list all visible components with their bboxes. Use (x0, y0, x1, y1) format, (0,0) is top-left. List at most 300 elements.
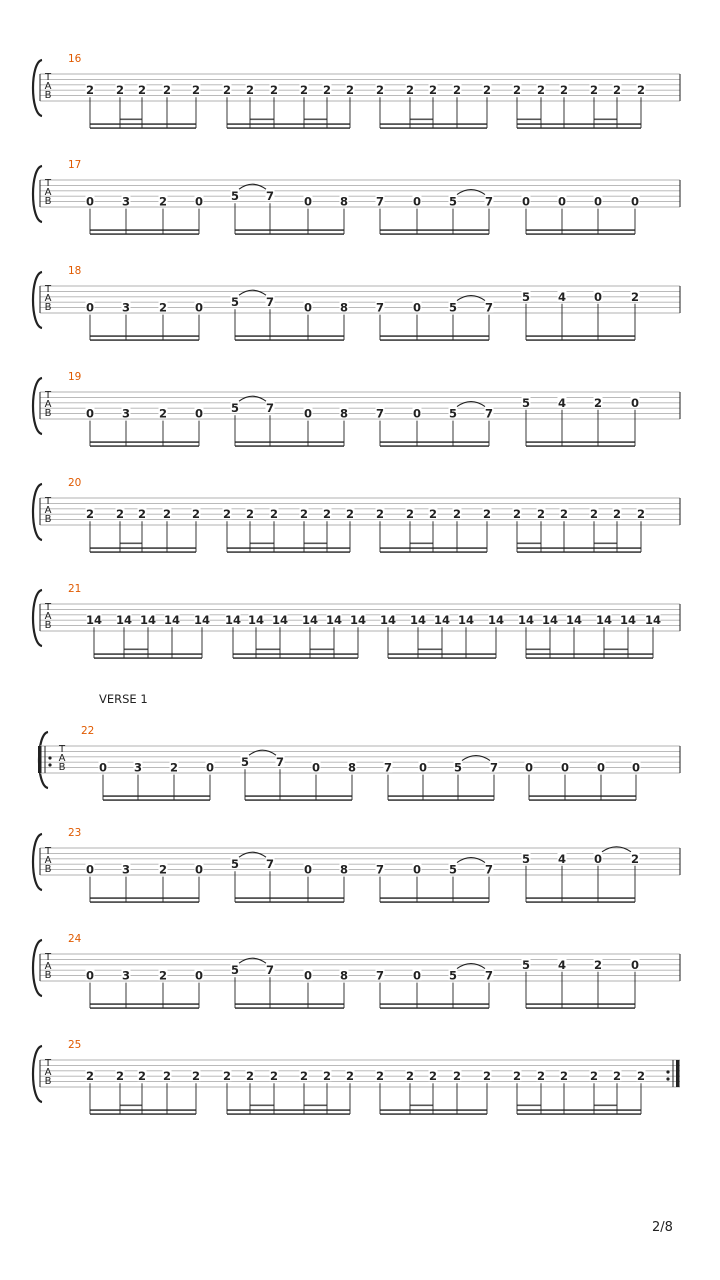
beam (380, 335, 489, 337)
fret-number: 3 (121, 194, 131, 209)
fret-number: 2 (536, 83, 546, 98)
fret-number: 2 (158, 300, 168, 315)
fret-number: 2 (245, 83, 255, 98)
fret-number: 14 (271, 613, 289, 628)
measure-number: 16 (68, 53, 82, 65)
beam (380, 123, 487, 125)
beam-short (124, 649, 148, 651)
tab-clef-letter: B (44, 864, 52, 875)
fret-number: 5 (448, 862, 458, 877)
beam (526, 1007, 635, 1009)
tab-clef-letter: B (58, 762, 66, 773)
beam (90, 547, 196, 549)
tab-system-21 (33, 583, 680, 659)
fret-number: 2 (630, 851, 640, 866)
beam (380, 127, 487, 129)
beam-group (90, 1105, 641, 1116)
tab-clef-letter: B (44, 196, 52, 207)
fret-number: 2 (158, 862, 168, 877)
beam (526, 335, 635, 337)
fret-number: 8 (339, 194, 349, 209)
beam (380, 1109, 487, 1111)
fret-number: 7 (375, 862, 385, 877)
beam-short (517, 1105, 541, 1107)
fret-number: 0 (593, 289, 603, 304)
beam (517, 547, 641, 549)
fret-number: 2 (375, 1069, 385, 1084)
fret-number: 7 (375, 406, 385, 421)
beam (380, 901, 489, 903)
fret-number: 2 (512, 1069, 522, 1084)
tab-clef-letter: A (44, 961, 52, 972)
fret-number: 2 (158, 194, 168, 209)
fret-number: 2 (345, 83, 355, 98)
fret-number: 2 (162, 1069, 172, 1084)
tab-clef-letter: T (44, 602, 52, 613)
beam-short (410, 1105, 433, 1107)
repeat-end-thick-bar (676, 1060, 680, 1087)
tab-clef-letter: B (44, 90, 52, 101)
fret-number: 0 (303, 406, 313, 421)
fret-number: 14 (325, 613, 343, 628)
beam (380, 1113, 487, 1115)
system-bracket (33, 940, 42, 996)
tab-clef-letter: B (44, 970, 52, 981)
beam (517, 551, 641, 553)
tab-clef-letter: T (44, 1058, 52, 1069)
fret-number: 3 (133, 760, 143, 775)
fret-number: 0 (194, 968, 204, 983)
beam (90, 123, 196, 125)
fret-number: 0 (85, 968, 95, 983)
fret-number: 2 (137, 1069, 147, 1084)
beam (90, 445, 199, 447)
fret-number: 5 (521, 395, 531, 410)
fret-number: 2 (245, 1069, 255, 1084)
fret-number: 0 (630, 957, 640, 972)
fret-number: 7 (484, 968, 494, 983)
fret-number: 0 (303, 968, 313, 983)
fret-number: 5 (230, 189, 240, 204)
repeat-dot (48, 756, 51, 759)
fret-number: 0 (524, 760, 534, 775)
fret-number: 14 (163, 613, 181, 628)
fret-number: 5 (230, 963, 240, 978)
fret-number: 3 (121, 968, 131, 983)
fret-number: 5 (521, 957, 531, 972)
beam (90, 1109, 196, 1111)
fret-number: 2 (162, 83, 172, 98)
tab-clef-letter: T (44, 952, 52, 963)
tab-clef-letter: A (44, 399, 52, 410)
beam-short (250, 1105, 274, 1107)
beam (103, 795, 210, 797)
fret-number: 2 (428, 507, 438, 522)
beam (103, 799, 210, 801)
system-bracket (33, 1046, 42, 1102)
beam-short (250, 119, 274, 121)
fret-number: 2 (512, 507, 522, 522)
fret-number: 8 (347, 760, 357, 775)
tab-clef-letter: B (44, 408, 52, 419)
beam (517, 127, 641, 129)
beam-group (94, 649, 653, 660)
system-bracket (33, 166, 42, 222)
tab-clef-letter: T (44, 496, 52, 507)
fret-number: 2 (222, 1069, 232, 1084)
beam-short (120, 543, 142, 545)
fret-number: 4 (557, 851, 567, 866)
beam-short (517, 543, 541, 545)
fret-number: 0 (194, 406, 204, 421)
beam (90, 127, 196, 129)
fret-number: 0 (85, 194, 95, 209)
fret-number: 7 (375, 968, 385, 983)
measure-number: 21 (68, 583, 82, 595)
fret-number: 0 (412, 194, 422, 209)
fret-number: 0 (412, 406, 422, 421)
beam (227, 123, 350, 125)
fret-number: 0 (412, 300, 422, 315)
fret-number: 5 (521, 851, 531, 866)
fret-number: 0 (85, 300, 95, 315)
beam (90, 551, 196, 553)
fret-number: 2 (191, 83, 201, 98)
tab-clef-letter: B (44, 302, 52, 313)
fret-number: 5 (448, 968, 458, 983)
fret-number: 14 (457, 613, 475, 628)
fret-number: 7 (484, 300, 494, 315)
fret-number: 0 (85, 406, 95, 421)
beam-short (594, 1105, 617, 1107)
fret-number: 14 (433, 613, 451, 628)
beam (517, 123, 641, 125)
tab-system-22 (38, 692, 680, 801)
fret-number: 2 (269, 1069, 279, 1084)
beam-short (120, 119, 142, 121)
tab-system-24 (33, 933, 680, 1009)
fret-number: 2 (191, 1069, 201, 1084)
fret-number: 2 (428, 1069, 438, 1084)
beam (235, 339, 344, 341)
beam-group (103, 795, 636, 801)
fret-number: 5 (230, 295, 240, 310)
beam (227, 547, 350, 549)
fret-number: 0 (303, 194, 313, 209)
fret-number: 14 (224, 613, 242, 628)
fret-number: 14 (193, 613, 211, 628)
beam (235, 1003, 344, 1005)
beam (517, 1109, 641, 1111)
fret-number: 14 (409, 613, 427, 628)
fret-number: 0 (412, 862, 422, 877)
fret-number: 14 (379, 613, 397, 628)
fret-number: 0 (596, 760, 606, 775)
system-bracket (33, 60, 42, 116)
fret-number: 7 (265, 295, 275, 310)
tab-clef-letter: T (44, 846, 52, 857)
fret-number: 2 (322, 1069, 332, 1084)
beam (90, 1003, 199, 1005)
tab-clef-letter: A (44, 187, 52, 198)
fret-number: 0 (593, 194, 603, 209)
tab-system-17 (33, 159, 680, 235)
beam (526, 657, 653, 659)
fret-number: 4 (557, 957, 567, 972)
beam (517, 1113, 641, 1115)
tab-clef-letter: A (44, 81, 52, 92)
fret-number: 2 (612, 83, 622, 98)
fret-number: 5 (448, 406, 458, 421)
beam-group (90, 441, 635, 447)
tab-system-20 (33, 477, 680, 553)
fret-number: 4 (557, 395, 567, 410)
beam (526, 901, 635, 903)
beam-short (250, 543, 274, 545)
fret-number: 7 (265, 189, 275, 204)
fret-number: 2 (589, 507, 599, 522)
beam-short (410, 119, 433, 121)
fret-number: 7 (375, 300, 385, 315)
fret-number: 2 (512, 83, 522, 98)
fret-number: 7 (489, 760, 499, 775)
beam (235, 445, 344, 447)
beam (526, 445, 635, 447)
tab-clef-letter: A (44, 293, 52, 304)
fret-number: 2 (636, 507, 646, 522)
fret-number: 2 (630, 289, 640, 304)
page-number: 2/8 (652, 1220, 673, 1235)
fret-number: 2 (158, 968, 168, 983)
fret-number: 2 (345, 1069, 355, 1084)
fret-number: 2 (162, 507, 172, 522)
fret-number: 2 (612, 507, 622, 522)
beam (235, 441, 344, 443)
beam (380, 233, 489, 235)
fret-number: 3 (121, 862, 131, 877)
measure-number: 20 (68, 477, 82, 489)
fret-number: 2 (612, 1069, 622, 1084)
fret-number: 2 (322, 83, 332, 98)
beam-group (90, 897, 635, 903)
fret-number: 0 (311, 760, 321, 775)
tab-clef-letter: A (44, 1067, 52, 1078)
measure-number: 19 (68, 371, 82, 383)
tab-clef-letter: T (44, 178, 52, 189)
fret-number: 0 (557, 194, 567, 209)
fret-number: 2 (428, 83, 438, 98)
beam-short (304, 119, 327, 121)
beam (245, 795, 352, 797)
fret-number: 0 (412, 968, 422, 983)
fret-number: 2 (137, 507, 147, 522)
fret-number: 0 (194, 300, 204, 315)
repeat-dot (48, 763, 51, 766)
fret-number: 2 (452, 1069, 462, 1084)
beam (526, 441, 635, 443)
fret-number: 2 (169, 760, 179, 775)
fret-number: 0 (418, 760, 428, 775)
fret-number: 2 (85, 507, 95, 522)
section-label: VERSE 1 (99, 692, 148, 706)
beam-group (90, 1003, 635, 1009)
tab-clef-letter: T (44, 390, 52, 401)
fret-number: 8 (339, 862, 349, 877)
fret-number: 14 (139, 613, 157, 628)
beam (90, 233, 199, 235)
fret-number: 2 (269, 507, 279, 522)
fret-number: 2 (405, 507, 415, 522)
fret-number: 2 (299, 83, 309, 98)
beam (235, 335, 344, 337)
repeat-start-thick-bar (38, 746, 42, 773)
fret-number: 2 (405, 83, 415, 98)
beam (388, 799, 494, 801)
fret-number: 2 (452, 83, 462, 98)
fret-number: 7 (265, 857, 275, 872)
fret-number: 14 (644, 613, 662, 628)
tab-system-25 (33, 1039, 680, 1115)
fret-number: 8 (339, 968, 349, 983)
beam (380, 1007, 489, 1009)
tab-clef-letter: T (58, 744, 66, 755)
beam (235, 1007, 344, 1009)
fret-number: 14 (349, 613, 367, 628)
tab-clef-letter: B (44, 514, 52, 525)
fret-number: 14 (517, 613, 535, 628)
fret-number: 2 (405, 1069, 415, 1084)
tab-clef-letter: A (44, 855, 52, 866)
tab-clef-letter: B (44, 620, 52, 631)
fret-number: 2 (559, 83, 569, 98)
fret-number: 0 (630, 194, 640, 209)
fret-number: 2 (299, 507, 309, 522)
fret-number: 2 (536, 1069, 546, 1084)
beam (526, 229, 635, 231)
fret-number: 2 (452, 507, 462, 522)
beam (227, 127, 350, 129)
beam (235, 229, 344, 231)
beam (526, 653, 653, 655)
fret-number: 2 (222, 83, 232, 98)
beam (90, 897, 199, 899)
fret-number: 2 (593, 957, 603, 972)
fret-number: 14 (565, 613, 583, 628)
beam-short (604, 649, 628, 651)
beam (380, 441, 489, 443)
beam (380, 1003, 489, 1005)
beam (90, 1007, 199, 1009)
beam (227, 1113, 350, 1115)
fret-number: 3 (121, 406, 131, 421)
beam-short (410, 543, 433, 545)
fret-number: 0 (560, 760, 570, 775)
fret-number: 2 (536, 507, 546, 522)
beam (529, 799, 636, 801)
beam (235, 897, 344, 899)
fret-number: 2 (559, 507, 569, 522)
beam (227, 551, 350, 553)
beam (90, 441, 199, 443)
measure-number: 17 (68, 159, 82, 171)
fret-number: 2 (222, 507, 232, 522)
beam (227, 1109, 350, 1111)
beam (245, 799, 352, 801)
repeat-dot (666, 1077, 669, 1080)
fret-number: 2 (636, 1069, 646, 1084)
beam-group (90, 335, 635, 341)
fret-number: 2 (345, 507, 355, 522)
repeat-dot (666, 1070, 669, 1073)
fret-number: 5 (230, 401, 240, 416)
fret-number: 5 (448, 194, 458, 209)
system-bracket (33, 590, 42, 646)
fret-number: 0 (98, 760, 108, 775)
fret-number: 2 (115, 507, 125, 522)
beam (380, 339, 489, 341)
tab-system-18 (33, 265, 680, 341)
fret-number: 2 (299, 1069, 309, 1084)
fret-number: 2 (375, 507, 385, 522)
fret-number: 0 (303, 862, 313, 877)
beam (526, 339, 635, 341)
fret-number: 4 (557, 289, 567, 304)
beam (90, 335, 199, 337)
beam (90, 339, 199, 341)
fret-number: 5 (448, 300, 458, 315)
fret-number: 2 (593, 395, 603, 410)
fret-number: 2 (158, 406, 168, 421)
beam (380, 445, 489, 447)
fret-number: 3 (121, 300, 131, 315)
fret-number: 7 (265, 401, 275, 416)
beam (380, 229, 489, 231)
fret-number: 7 (484, 406, 494, 421)
beam (380, 547, 487, 549)
tab-system-16 (33, 53, 680, 129)
beam (526, 897, 635, 899)
fret-number: 7 (375, 194, 385, 209)
fret-number: 0 (303, 300, 313, 315)
beam-short (304, 1105, 327, 1107)
fret-number: 2 (245, 507, 255, 522)
fret-number: 2 (482, 507, 492, 522)
fret-number: 2 (115, 1069, 125, 1084)
beam-group (90, 543, 641, 554)
fret-number: 14 (487, 613, 505, 628)
fret-number: 0 (205, 760, 215, 775)
beam-short (304, 543, 327, 545)
fret-number: 2 (589, 1069, 599, 1084)
fret-number: 2 (636, 83, 646, 98)
fret-number: 7 (265, 963, 275, 978)
measure-number: 24 (68, 933, 82, 945)
tab-clef-letter: T (44, 284, 52, 295)
fret-number: 5 (230, 857, 240, 872)
beam-short (526, 649, 550, 651)
fret-number: 2 (375, 83, 385, 98)
fret-number: 14 (115, 613, 133, 628)
beam (388, 795, 494, 797)
beam-short (310, 649, 334, 651)
beam (526, 233, 635, 235)
fret-number: 2 (115, 83, 125, 98)
system-bracket (33, 484, 42, 540)
beam (380, 897, 489, 899)
fret-number: 14 (619, 613, 637, 628)
fret-number: 2 (85, 1069, 95, 1084)
beam (90, 901, 199, 903)
